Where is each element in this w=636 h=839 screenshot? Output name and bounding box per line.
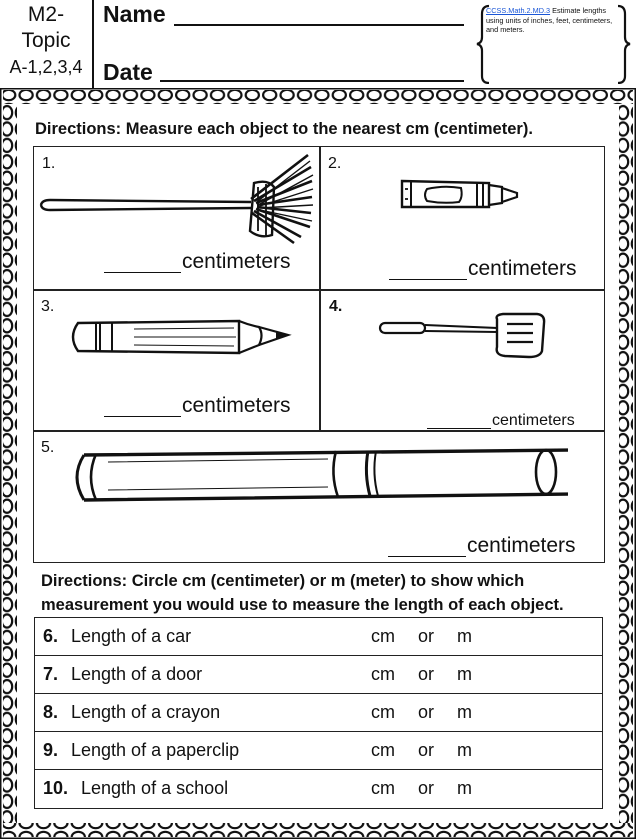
item-2-unit: centimeters [468, 257, 577, 280]
item-3-number: 3. [41, 298, 55, 315]
part2-directions-line-2: measurement you would use to measure the length of each object. [41, 596, 564, 614]
question-9-option-cm[interactable]: cm [371, 740, 395, 760]
item-4-unit: centimeters [492, 412, 575, 429]
item-4-answer-line[interactable] [427, 428, 491, 429]
item-5-unit: centimeters [467, 534, 576, 557]
question-7-number: 7. [43, 664, 59, 684]
question-8-number: 8. [43, 702, 59, 722]
item-1-number: 1. [42, 155, 56, 172]
item-3-answer-line[interactable] [104, 416, 181, 417]
item-1-cell [34, 147, 319, 289]
topic-line-1: M2- [27, 3, 65, 26]
item-4-cell [321, 291, 604, 430]
item-2-answer [389, 258, 577, 280]
table-row [35, 770, 602, 808]
question-table [34, 617, 603, 809]
question-6-or: or [418, 626, 435, 646]
marker-icon [68, 440, 568, 510]
topic-label [0, 0, 92, 88]
standard-link[interactable]: CCSS.Math.2.MD.3 [486, 6, 551, 15]
question-10-text: Length of a school [81, 778, 229, 798]
topic-line-3: A-1,2,3,4 [9, 57, 83, 77]
question-9-option-m[interactable]: m [457, 740, 472, 760]
table-row [35, 656, 602, 694]
item-5-cell [34, 432, 604, 562]
question-8-text: Length of a crayon [71, 702, 221, 722]
standard-text [486, 6, 624, 35]
item-3-unit: centimeters [182, 394, 291, 417]
spatula-icon [377, 311, 557, 361]
standard-description: Estimate lengths using units of inches, feet, centimeters, and meters. [486, 6, 613, 35]
question-9-or: or [418, 740, 435, 760]
table-row [35, 694, 602, 732]
question-6-number: 6. [43, 626, 59, 646]
item-2-answer-line[interactable] [389, 279, 467, 280]
question-7-option-m[interactable]: m [457, 664, 472, 684]
question-9-number: 9. [43, 740, 59, 760]
date-line[interactable] [160, 80, 464, 82]
question-10-number: 10. [43, 778, 69, 798]
table-row [35, 618, 602, 656]
item-3-answer [104, 395, 291, 417]
question-6-option-cm[interactable]: cm [371, 626, 395, 646]
item-1-answer-line[interactable] [104, 272, 181, 273]
item-1-unit: centimeters [182, 250, 291, 273]
item-4-number: 4. [329, 298, 343, 315]
standard-box [476, 4, 632, 84]
question-10-option-m[interactable]: m [457, 778, 472, 798]
table-row [35, 732, 602, 770]
item-2-cell [321, 147, 604, 289]
question-8-or: or [418, 702, 435, 722]
rake-icon [36, 149, 316, 249]
question-8-option-m[interactable]: m [457, 702, 472, 722]
item-5-answer-line[interactable] [388, 556, 466, 557]
measure-grid [33, 146, 605, 563]
question-7-option-cm[interactable]: cm [371, 664, 395, 684]
crayon-icon [399, 175, 529, 215]
question-6-text: Length of a car [71, 626, 192, 646]
pencil-icon [64, 311, 294, 361]
header-divider [92, 0, 94, 88]
item-5-answer [388, 535, 576, 557]
question-10-option-cm[interactable]: cm [371, 778, 395, 798]
name-line[interactable] [174, 24, 464, 26]
question-6-option-m[interactable]: m [457, 626, 472, 646]
item-5-number: 5. [41, 439, 55, 456]
topic-line-2: Topic [21, 29, 71, 52]
question-7-text: Length of a door [71, 664, 203, 684]
date-label: Date [103, 59, 153, 85]
question-8-option-cm[interactable]: cm [371, 702, 395, 722]
item-2-number: 2. [328, 155, 342, 172]
name-label: Name [103, 1, 166, 27]
part1-directions: Directions: Measure each object to the nearest cm (centimeter). [35, 120, 533, 138]
question-10-or: or [418, 778, 435, 798]
question-7-or: or [418, 664, 435, 684]
item-4-answer [427, 412, 575, 429]
item-3-cell [34, 291, 319, 430]
item-1-answer [104, 251, 291, 273]
part2-directions-line-1: Directions: Circle cm (centimeter) or m (meter) to show which [41, 572, 525, 590]
question-9-text: Length of a paperclip [71, 740, 240, 760]
